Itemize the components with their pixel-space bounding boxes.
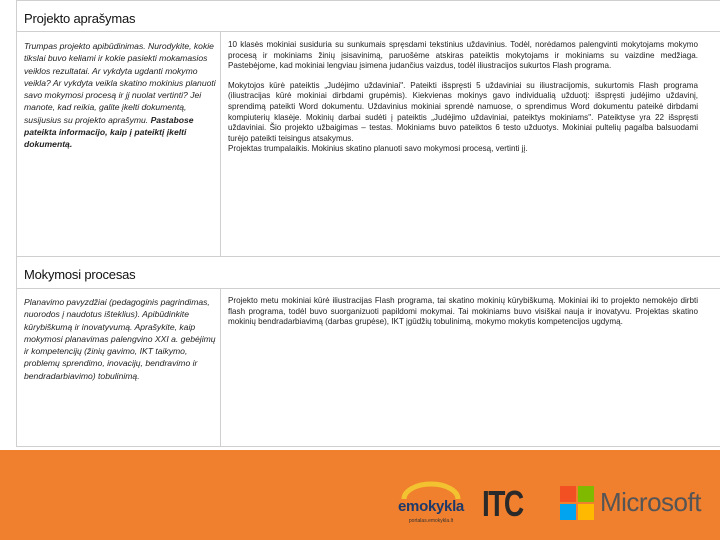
project-description-instructions <box>24 40 216 151</box>
paragraph: 10 klasės mokiniai susiduria su sunkumais spręsdami tekstinius uždavinius. Todėl, norėdamos palengvinti mokytojams mokymo procesą ir mokiniams žinių įsisavinimą, paruošėme atskiras pateiktis mokytojams ir mokiniams su vaizdine medžiaga. Pastebėjome, kad mokiniai lengviau įsimena judančius vaizdus, todėl iliustracijos sukurtos Flash programa. <box>228 40 698 71</box>
paragraph: Mokytojos kūrė pateiktis „Judėjimo uždaviniai". Pateikti išspręsti 5 uždaviniai su iliustracijomis, sukurtomis Flash programa (iliustracijas kūrė mokiniai dirbdami grupėmis). Kiekvienas mokinys gavo individualią užduotį: išspręsti judėjimo uždavinį, sprendimą pateikti Word dokumentu. Uždavinius mokiniai sprendė namuose, o sprendimus Word dokumentu pateikė dirbdami kompiuterių klasėje. Mokinių darbai sudėti į pateiktis „Judėjimo uždaviniai, pateiktys mokiniams". Pateiktyse yra 22 išspręsti uždaviniai. Šio projekto užbaigimas – testas. Mokiniams buvo pateiktos 6 testo užduotys. Mokiniai pultelių pagalba balsuodami turėjo pateikti teisingus atsakymus. <box>228 80 698 143</box>
learning-process-instructions: Planavimo pavyzdžiai (pedagoginis pagrindimas, nuorodos į naudotus išteklius). Apibūdinkite kūrybiškumą ir inovatyvumą. Aprašykite, kaip mokymosi planavimas palengvino XXI a. gebėjimų ir kompetencijų (žinių gavimo, IKT taikymo, problemų sprendimo, inovacijų, bendravimo ir bendradarbiavimo) tobulinimą. <box>24 297 216 381</box>
section-heading-learning-process: Mokymosi procesas <box>24 267 136 282</box>
table-divider <box>16 0 720 1</box>
emokykla-url: portalas.emokykla.lt <box>408 518 454 524</box>
footer-logos <box>392 480 702 528</box>
microsoft-wordmark: Microsoft <box>600 487 701 517</box>
column-divider <box>220 31 221 256</box>
learning-process-content <box>228 296 698 337</box>
instructions-text: Trumpas projekto apibūdinimas. Nurodykite, kokie tikslai buvo keliami ir kokie pasiekti mokamasios veiklos rezultatai. Ar vykdyta ugdanti mokymo veikla? Ar vykdyta veikla skatino mokinius planuoti savo mokymosi procesą ir jį nuolat vertinti? Jei manote, kad reikia, galite įkelti dokumentą, susijusius su projekto aprašymu. <box>24 41 216 125</box>
microsoft-windows-icon <box>560 486 594 520</box>
paragraph: Projektas trumpalaikis. Mokinius skatino planuoti savo mokymosi procesą, vertinti jį. <box>228 144 528 154</box>
table-divider <box>16 288 720 289</box>
table-divider <box>16 31 720 32</box>
paragraph: Projekto metu mokiniai kūrė iliustracijas Flash programa, tai skatino mokinių kūrybiškumą. Mokiniai iki to projekto nemokėjo dirbti flash programa, todėl buvo suorganizuoti papildomi mokymai. Tai mokiniams buvo visiškai nauja ir inovatyvu. Projektas skatino mokinių bendradarbiavimą (darbas grupėse), IKT įgūdžių tobulinimą, mokymo mokytis kompetencijos ugdymą. <box>228 296 698 327</box>
section-heading-project-description: Projekto aprašymas <box>24 11 136 26</box>
instructions-note: Pastabose pateikta informacijo, kaip į pateiktį įkelti dokumentą. <box>24 114 194 150</box>
column-divider <box>220 288 221 446</box>
itc-logo: ITC <box>482 483 523 524</box>
emokykla-arc-icon <box>392 480 470 500</box>
emokykla-wordmark: emokykla <box>398 498 464 515</box>
emokykla-logo <box>392 480 470 528</box>
project-description-content <box>228 40 698 164</box>
table-divider <box>16 446 720 447</box>
table-divider <box>16 256 720 257</box>
